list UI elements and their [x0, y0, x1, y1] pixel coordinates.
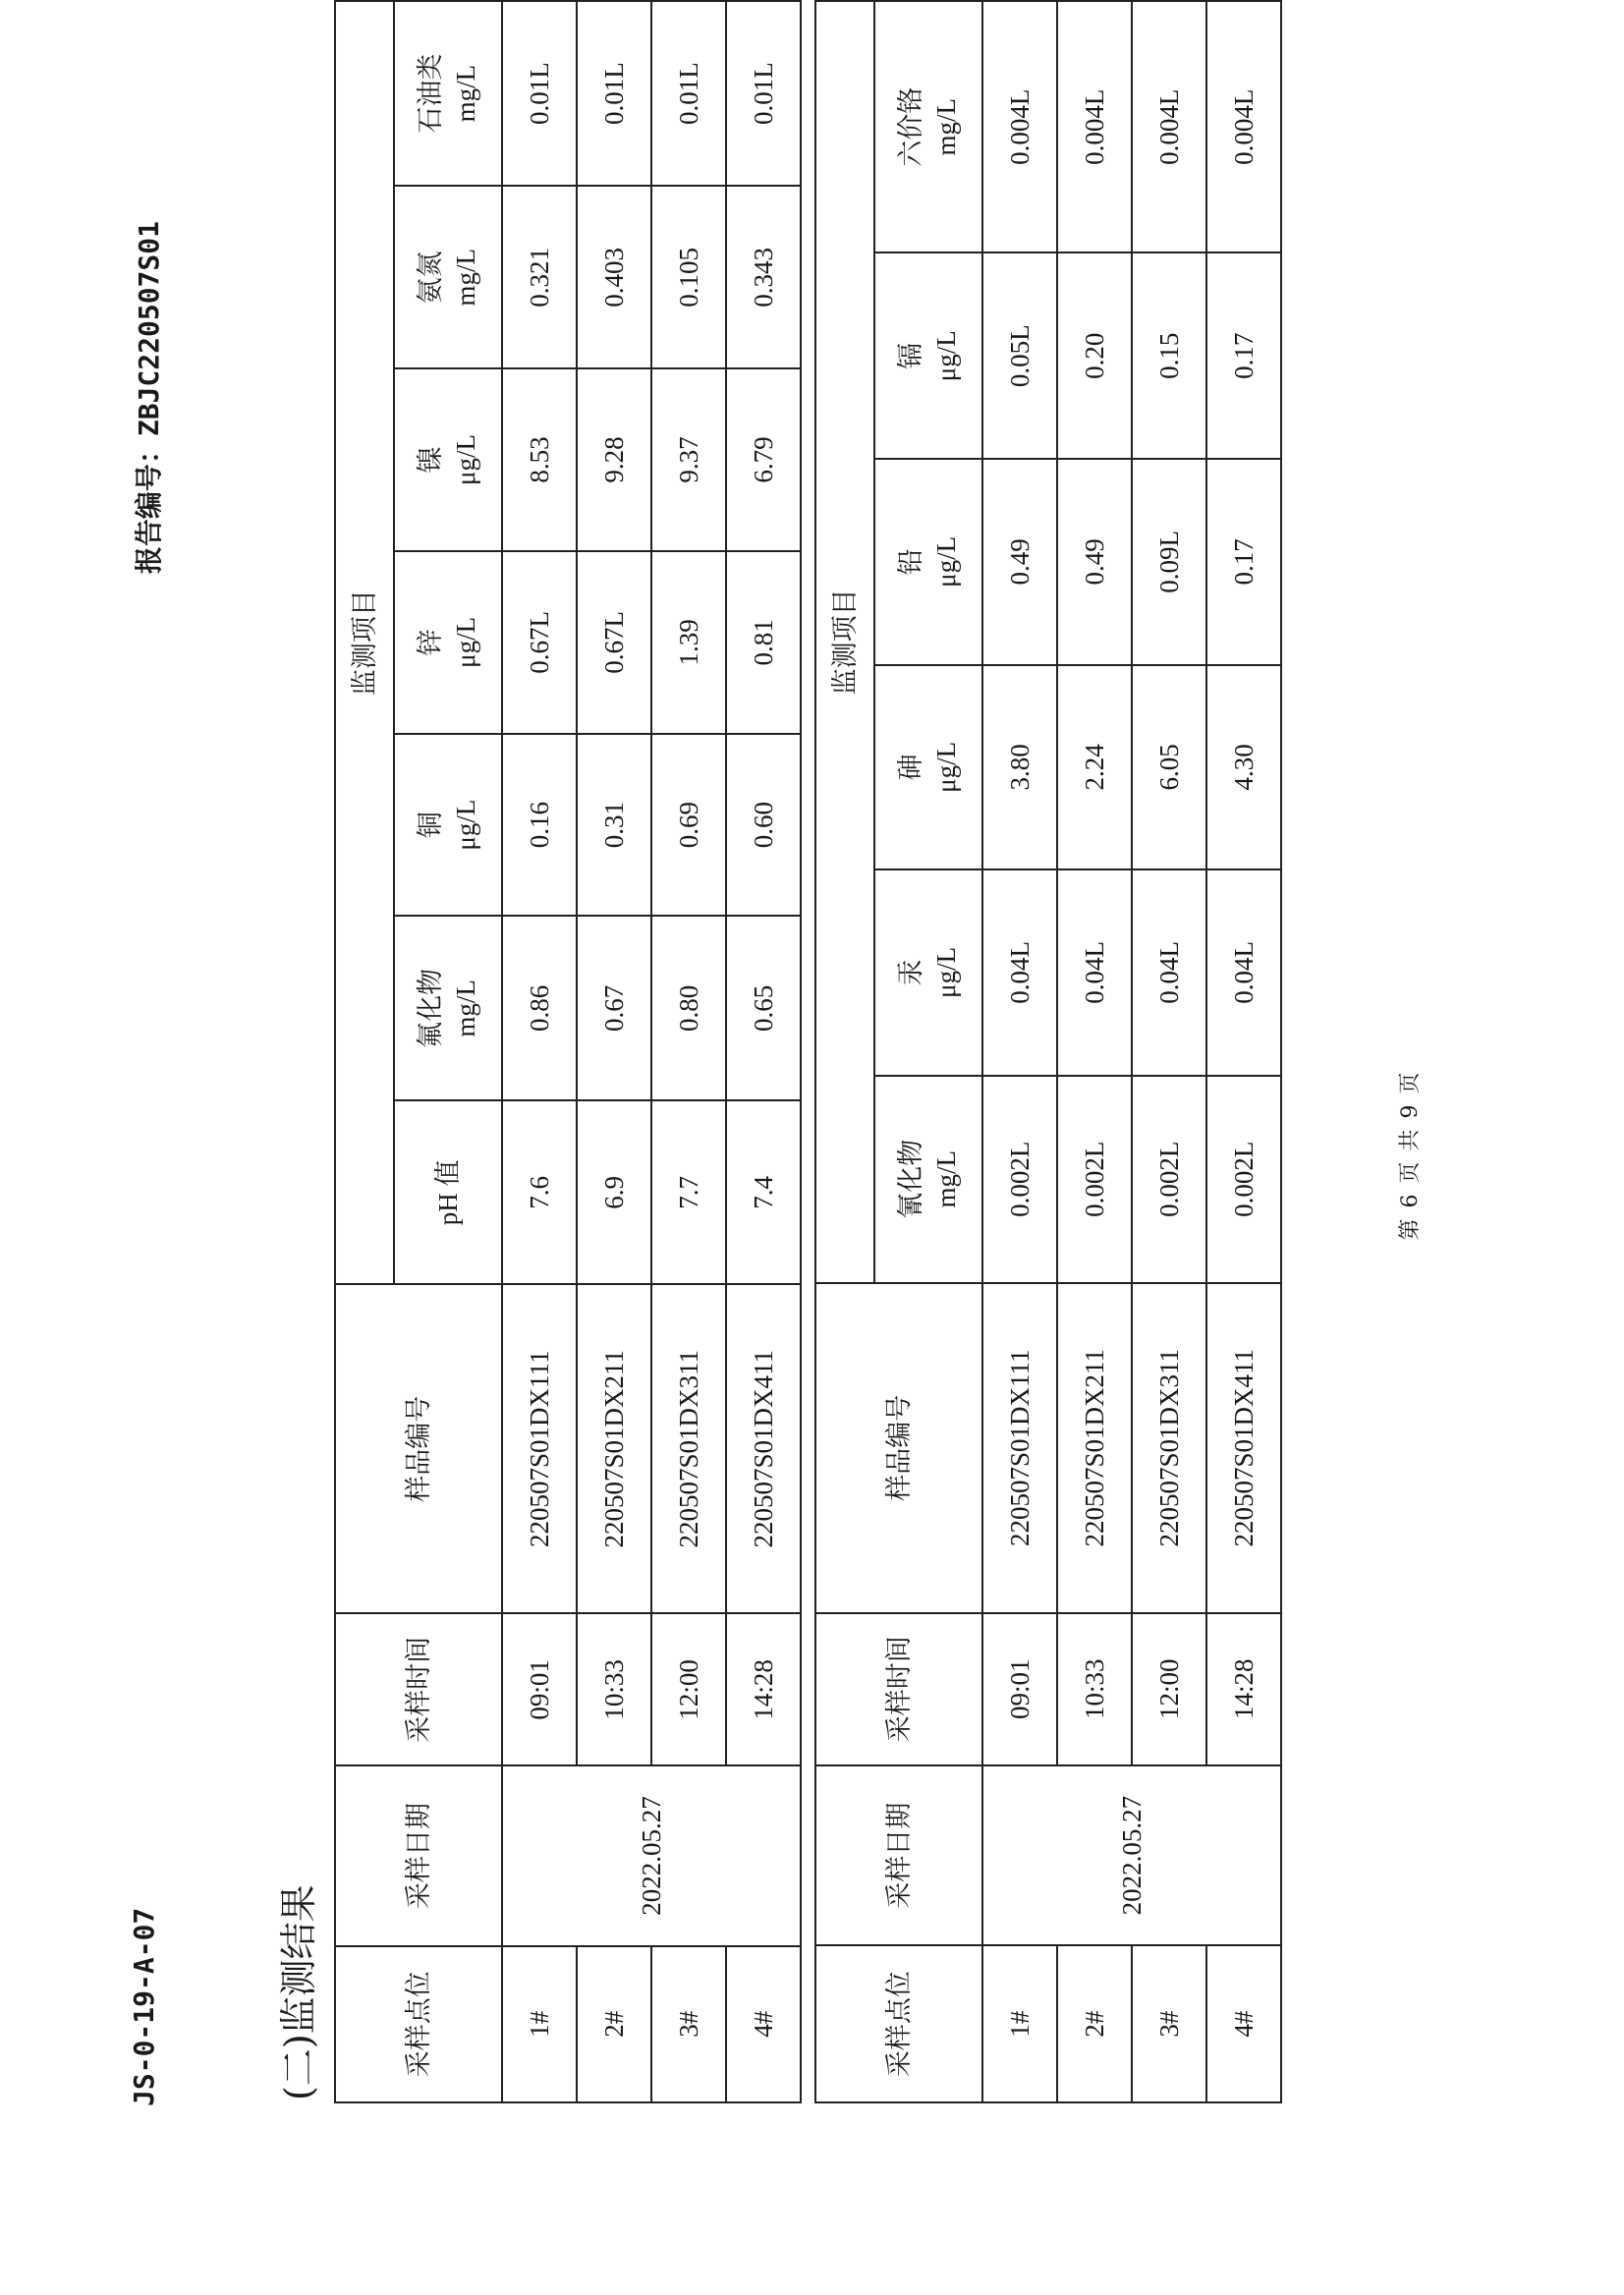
value-cell: 0.05L: [982, 252, 1057, 459]
value-cell: 0.105: [651, 186, 726, 368]
value-cell: 0.15: [1132, 252, 1206, 459]
value-cell: 0.321: [502, 186, 577, 368]
value-cell: 7.7: [651, 1100, 726, 1284]
time-cell: 14:28: [1206, 1613, 1281, 1765]
value-cell: 0.04L: [982, 869, 1057, 1076]
value-cell: 0.31: [577, 734, 651, 916]
results-table-1: [334, 0, 802, 2103]
site-cell: 3#: [651, 1946, 726, 2102]
value-cell: 0.01L: [726, 1, 801, 186]
column-header: 铜 μg/L: [394, 734, 502, 916]
column-header: 锌 μg/L: [394, 551, 502, 734]
form-code: JS-0-19-A-07: [128, 1907, 160, 2106]
column-header: 石油类 mg/L: [394, 1, 502, 186]
sample-cell: 220507S01DX211: [577, 1284, 651, 1613]
sample-cell: 220507S01DX111: [502, 1284, 577, 1613]
section-title: (二)监测结果: [277, 1884, 320, 2100]
date-cell: 2022.05.27: [502, 1765, 801, 1945]
value-cell: 9.37: [651, 368, 726, 550]
value-cell: 0.04L: [1132, 869, 1206, 1076]
column-header: 砷 μg/L: [874, 665, 982, 869]
value-cell: 4.30: [1206, 665, 1281, 869]
column-header: 六价铬 mg/L: [874, 1, 982, 252]
value-cell: 6.79: [726, 368, 801, 550]
date-header: 采样日期: [815, 1765, 982, 1946]
sample-cell: 220507S01DX411: [1206, 1283, 1281, 1613]
group-header: 监测项目: [815, 1, 874, 1283]
time-header: 采样时间: [815, 1613, 982, 1765]
time-cell: 09:01: [502, 1613, 577, 1765]
value-cell: 1.39: [651, 551, 726, 734]
site-cell: 4#: [1206, 1945, 1281, 2102]
column-header: 氰化物 mg/L: [874, 1076, 982, 1283]
value-cell: 9.28: [577, 368, 651, 550]
column-header: 铅 μg/L: [874, 459, 982, 665]
sample-cell: 220507S01DX211: [1057, 1283, 1132, 1613]
report-number: 报告编号：ZBJC220507S01: [133, 221, 165, 575]
site-cell: 2#: [577, 1946, 651, 2102]
value-cell: 8.53: [502, 368, 577, 550]
value-cell: 0.16: [502, 734, 577, 916]
value-cell: 2.24: [1057, 665, 1132, 869]
value-cell: 0.01L: [651, 1, 726, 186]
table-row: [502, 1, 577, 2102]
column-header: 氟化物 mg/L: [394, 916, 502, 1100]
value-cell: 0.20: [1057, 252, 1132, 459]
date-cell: 2022.05.27: [982, 1765, 1281, 1946]
value-cell: 0.004L: [982, 1, 1057, 252]
value-cell: 0.002L: [1206, 1076, 1281, 1283]
results-table-2: [814, 0, 1282, 2103]
sample-cell: 220507S01DX311: [651, 1284, 726, 1613]
site-header: 采样点位: [335, 1946, 502, 2102]
column-header: 镍 μg/L: [394, 368, 502, 550]
value-cell: 7.6: [502, 1100, 577, 1284]
column-header: 汞 μg/L: [874, 869, 982, 1076]
value-cell: 0.004L: [1132, 1, 1206, 252]
value-cell: 0.17: [1206, 459, 1281, 665]
sample-header: 样品编号: [815, 1283, 982, 1613]
time-cell: 10:33: [577, 1613, 651, 1765]
value-cell: 0.01L: [502, 1, 577, 186]
time-header: 采样时间: [335, 1613, 502, 1765]
value-cell: 0.49: [1057, 459, 1132, 665]
value-cell: 0.343: [726, 186, 801, 368]
value-cell: 6.9: [577, 1100, 651, 1284]
value-cell: 7.4: [726, 1100, 801, 1284]
page-footer: 第 6 页 共 9 页: [1398, 1070, 1423, 1241]
value-cell: 0.86: [502, 916, 577, 1100]
value-cell: 0.002L: [982, 1076, 1057, 1283]
sample-header: 样品编号: [335, 1284, 502, 1613]
time-cell: 10:33: [1057, 1613, 1132, 1765]
value-cell: 0.01L: [577, 1, 651, 186]
group-header: 监测项目: [335, 1, 394, 1284]
site-header: 采样点位: [815, 1945, 982, 2102]
value-cell: 0.002L: [1132, 1076, 1206, 1283]
column-header: 氨氮 mg/L: [394, 186, 502, 368]
value-cell: 0.60: [726, 734, 801, 916]
column-header: pH 值: [394, 1100, 502, 1284]
site-cell: 4#: [726, 1946, 801, 2102]
site-cell: 1#: [502, 1946, 577, 2102]
time-cell: 12:00: [1132, 1613, 1206, 1765]
value-cell: 0.81: [726, 551, 801, 734]
value-cell: 0.80: [651, 916, 726, 1100]
value-cell: 0.002L: [1057, 1076, 1132, 1283]
value-cell: 0.04L: [1206, 869, 1281, 1076]
value-cell: 6.05: [1132, 665, 1206, 869]
site-cell: 1#: [982, 1945, 1057, 2102]
sample-cell: 220507S01DX111: [982, 1283, 1057, 1613]
value-cell: 0.403: [577, 186, 651, 368]
site-cell: 3#: [1132, 1945, 1206, 2102]
value-cell: 0.67L: [577, 551, 651, 734]
value-cell: 0.09L: [1132, 459, 1206, 665]
sample-cell: 220507S01DX411: [726, 1284, 801, 1613]
table-header-row: [335, 1, 394, 2102]
value-cell: 0.67: [577, 916, 651, 1100]
value-cell: 0.49: [982, 459, 1057, 665]
date-header: 采样日期: [335, 1765, 502, 1945]
value-cell: 0.69: [651, 734, 726, 916]
value-cell: 0.004L: [1206, 1, 1281, 252]
value-cell: 0.04L: [1057, 869, 1132, 1076]
column-header: 镉 μg/L: [874, 252, 982, 459]
value-cell: 0.67L: [502, 551, 577, 734]
time-cell: 14:28: [726, 1613, 801, 1765]
sample-cell: 220507S01DX311: [1132, 1283, 1206, 1613]
value-cell: 0.65: [726, 916, 801, 1100]
site-cell: 2#: [1057, 1945, 1132, 2102]
table-header-row: [815, 1, 874, 2102]
time-cell: 09:01: [982, 1613, 1057, 1765]
value-cell: 3.80: [982, 665, 1057, 869]
time-cell: 12:00: [651, 1613, 726, 1765]
table-row: [982, 1, 1057, 2102]
value-cell: 0.17: [1206, 252, 1281, 459]
value-cell: 0.004L: [1057, 1, 1132, 252]
